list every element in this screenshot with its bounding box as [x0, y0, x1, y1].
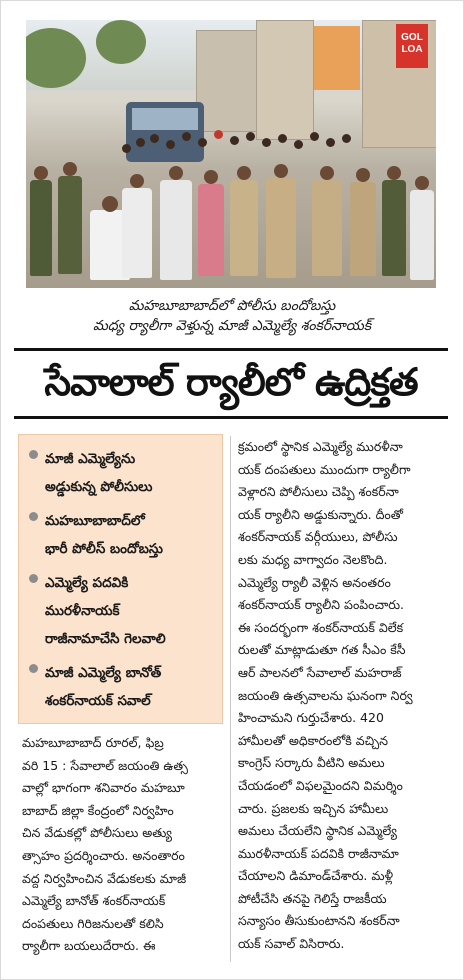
crowd-person: [310, 132, 319, 141]
crowd-person: [136, 138, 145, 147]
crowd-person: [262, 138, 271, 147]
police-officer: [312, 180, 342, 276]
man-white-shirt: [410, 190, 434, 280]
highlight-text: ఎమ్మెల్యే పదవికి: [45, 575, 129, 591]
body-line: చేయడంలో విఫలమైందని విమర్శిం: [238, 777, 403, 793]
police-officer: [266, 178, 296, 278]
highlight-text: మహబూబాబాద్‌లో: [45, 513, 145, 529]
soldier-head: [34, 166, 48, 180]
police-head: [237, 166, 251, 180]
body-line: యక్ ర్యాలీని అడ్డుకున్నారు. దీంతో: [238, 506, 403, 522]
police-officer: [350, 182, 376, 276]
crowd-person: [246, 132, 255, 141]
highlight-text: అడ్డుకున్న పోలీసులు: [45, 479, 153, 495]
body-line: వద్ద నిర్వహించిన వేడుకలకు మాజీ: [22, 870, 187, 886]
headline: సేవాలాల్ ర్యాలీలో ఉద్రిక్తత: [44, 360, 418, 404]
headline-rule-bottom: [14, 416, 448, 419]
crowd-person: [342, 134, 351, 143]
highlight-item: [29, 445, 214, 501]
body-line: ఆర్ పాలనలో సేవాలాల్ మహరాజ్: [238, 664, 402, 680]
body-line: ఎమ్మెల్యే ర్యాలీ వెళ్లిన అనంతరం: [238, 574, 391, 590]
highlight-text: భారీ పోలీస్ బందోబస్తు: [45, 541, 163, 557]
crowd-person: [150, 134, 159, 143]
crowd-person: [230, 136, 239, 145]
body-line: లకు మధ్య వాగ్వాదం నెలకొంది.: [238, 551, 388, 567]
body-line: చిన వేడుకల్లో పోలీసులు అత్యు: [22, 825, 172, 841]
body-line: వాల్లో భాగంగా శనివారం మహబూ: [22, 780, 185, 796]
highlights-box: [18, 434, 223, 724]
body-line: హామీలతో అధికారంలోకి వచ్చిన: [238, 732, 389, 748]
highlight-text: రాజీనామాచేసి గెలవాలి: [45, 631, 166, 647]
crowd-person: [326, 138, 335, 147]
crowd-person: [278, 134, 287, 143]
rally-photo: [26, 20, 436, 288]
body-line: యక్ దంపతులు ముందుగా ర్యాలీగా: [238, 461, 411, 477]
police-head: [320, 166, 334, 180]
body-line: బాబాద్ జిల్లా కేంద్రంలో నిర్వహిం: [22, 802, 174, 818]
highlight-text: మురళీనాయక్: [45, 603, 120, 619]
soldier-figure: [30, 180, 52, 276]
article-body-right: [238, 436, 448, 964]
body-line: మురళీనాయక్ పదవికి రాజీనామా: [238, 845, 399, 861]
body-line: శంకర్‌నాయక్ ర్యాలీని పంపించారు.: [238, 597, 405, 613]
man-white-shirt: [122, 188, 152, 278]
man-head: [102, 196, 118, 212]
highlight-item: [29, 569, 214, 653]
man-head: [204, 170, 218, 184]
police-van-window: [132, 108, 198, 130]
highlight-item: [29, 659, 214, 715]
photo-tree: [96, 20, 146, 64]
highlight-text: మాజీ ఎమ్మెల్యే బానోత్: [45, 665, 162, 681]
body-line: పోటీచేసి తనపై గెలిస్తే రాజకీయ: [238, 890, 387, 906]
crowd-person: [166, 140, 175, 149]
police-head: [356, 168, 370, 182]
body-line: ఎమ్మెల్యే బానోత్ శంకర్‌నాయక్: [22, 893, 166, 909]
crowd-person: [214, 130, 223, 139]
shop-sign: [396, 24, 428, 68]
body-line: హించామని గుర్తుచేశారు. 420: [238, 710, 384, 726]
highlight-text: శంకర్‌నాయక్ సవాల్: [45, 693, 151, 709]
article-body-left: [22, 732, 224, 964]
headline-rule-top: [14, 348, 448, 351]
crowd-person: [294, 140, 303, 149]
body-line: వరి 15 : సేవాలాల్ జయంతి ఉత్స: [22, 757, 188, 773]
column-divider: [230, 436, 231, 962]
man-white-shirt: [160, 180, 192, 280]
body-line: కాంగ్రెస్ సర్కారు వీటిని అమలు: [238, 755, 385, 771]
soldier-head: [387, 166, 401, 180]
man-head: [169, 166, 183, 180]
bullet-icon: [29, 450, 38, 459]
body-line: సన్యాసం తీసుకుంటానని శంకర్‌నా: [238, 913, 400, 929]
bullet-icon: [29, 512, 38, 521]
body-line: చేయాలని డిమాండ్‌చేశారు. మళ్లీ: [238, 868, 394, 884]
police-officer: [230, 180, 258, 276]
highlight-text: మాజీ ఎమ్మెల్యేను: [45, 451, 136, 467]
body-line: యక్ సవాల్ విసిరారు.: [238, 936, 345, 952]
man-head: [415, 176, 429, 190]
caption-line-2: మధ్య ర్యాలీగా వెళ్తున్న మాజీ ఎమ్మెల్యే శంకర్‌నాయక్: [92, 318, 372, 334]
body-line: చారు. ప్రజలకు ఇచ్చిన హామీలు: [238, 800, 389, 816]
photo-caption: [0, 296, 464, 336]
caption-line-1: మహబూబాబాద్‌లో పోలీసు బందోబస్తు: [128, 298, 336, 314]
body-line: శంకర్‌నాయక్ వర్గీయులు, పోలీసు: [238, 529, 398, 545]
bullet-icon: [29, 574, 38, 583]
photo-building: [196, 30, 258, 132]
bullet-icon: [29, 664, 38, 673]
man-pink-shirt: [198, 184, 224, 276]
body-line: క్రమంలో స్థానిక ఎమ్మెల్యే మురళీనా: [238, 439, 403, 454]
body-line: రులతో మాట్లాడుతూ గత సీఎం కేసీ: [238, 642, 406, 658]
photo-poster: [314, 26, 360, 90]
body-line: మహబూబాబాద్ రూరల్, ఫిబ్ర: [22, 735, 164, 750]
crowd-person: [182, 132, 191, 141]
body-line: దంపతులు గిరిజనులతో కలిసి: [22, 915, 164, 931]
crowd-person: [198, 138, 207, 147]
photo-building: [256, 20, 314, 140]
body-line: ఈ సందర్భంగా శంకర్‌నాయక్ విలేక: [238, 619, 404, 635]
police-head: [274, 164, 288, 178]
body-line: జయంతి ఉత్సవాలను ఘనంగా నిర్వ: [238, 687, 413, 703]
soldier-figure: [58, 176, 82, 274]
soldier-head: [63, 162, 77, 176]
body-line: త్సాహం ప్రదర్శించారు. అనంతారం: [22, 847, 185, 863]
body-line: వెళ్లారని పోలీసులు చెప్పి శంకర్‌నా: [238, 484, 399, 500]
soldier-figure: [382, 180, 406, 276]
highlight-item: [29, 507, 214, 563]
shop-sign-text: GOL LOA: [401, 32, 423, 55]
highlights-list: [19, 435, 222, 715]
body-line: అమలు చేయలేని స్థానిక ఎమ్మెల్యే: [238, 823, 397, 839]
crowd-person: [122, 144, 131, 153]
man-head: [130, 174, 144, 188]
body-line: ర్యాలీగా బయలుదేరారు. ఈ: [22, 938, 156, 954]
